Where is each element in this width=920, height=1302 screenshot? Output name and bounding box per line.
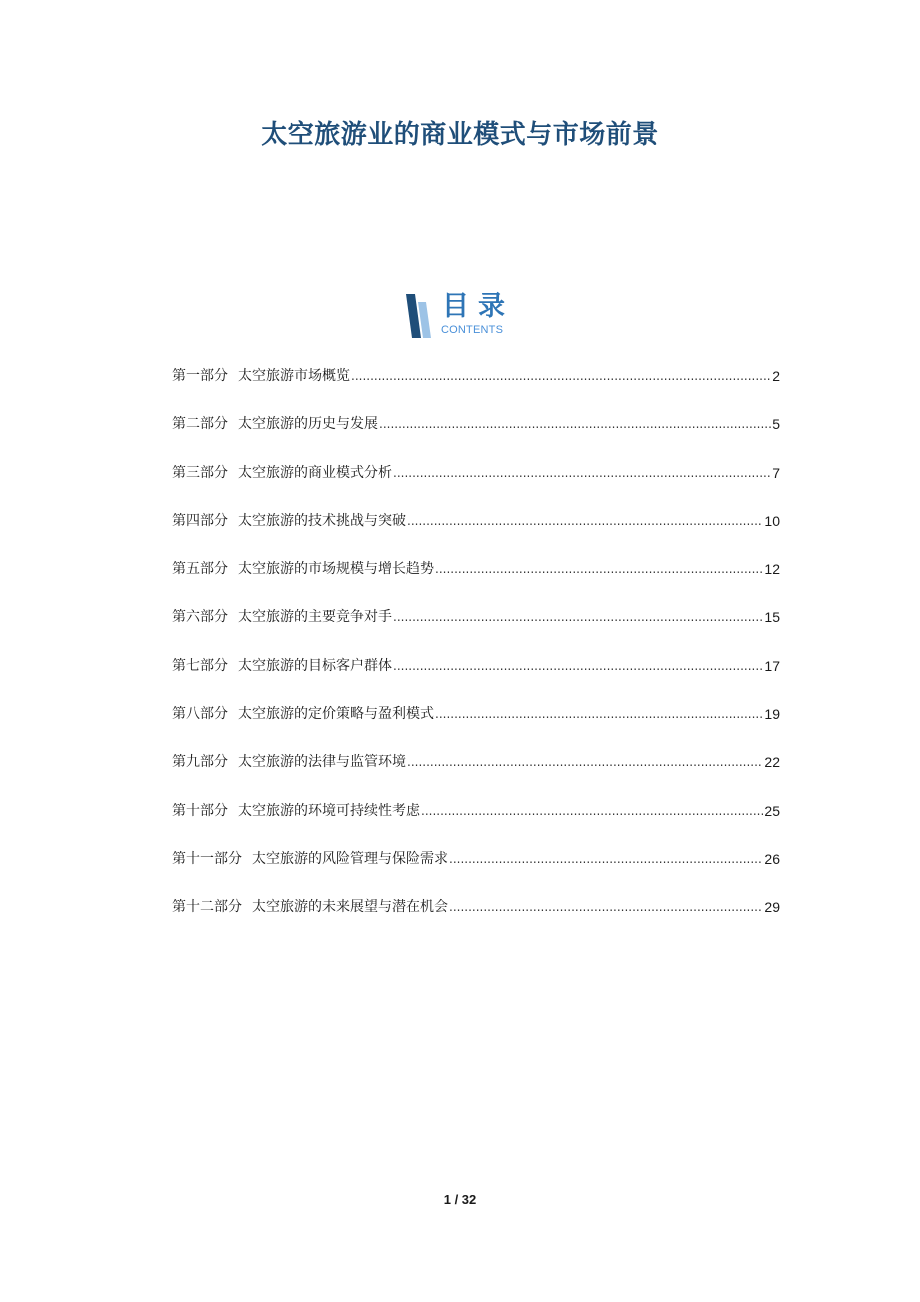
toc-entry[interactable] — [172, 412, 780, 460]
toc-entry-title: 太空旅游的环境可持续性考虑 — [238, 802, 420, 819]
toc-entry-leader — [435, 702, 763, 726]
toc-entry-leader — [435, 557, 763, 581]
toc-entry-page: 12 — [764, 561, 780, 578]
toc-entry-title: 太空旅游的技术挑战与突破 — [238, 512, 406, 529]
toc-heading-subtitle: CONTENTS — [441, 324, 504, 336]
toc-entry-title: 太空旅游的定价策略与盈利模式 — [238, 706, 434, 723]
toc-entry-page: 5 — [772, 416, 780, 433]
toc-entry-leader — [393, 605, 763, 629]
toc-entry-leader — [421, 799, 763, 823]
toc-entry-page: 25 — [764, 802, 780, 819]
toc-entry-part: 第九部分 — [172, 754, 228, 771]
toc-list — [172, 364, 780, 944]
toc-entry[interactable] — [172, 605, 780, 653]
toc-entry-title: 太空旅游的历史与发展 — [238, 416, 378, 433]
toc-entry[interactable] — [172, 461, 780, 509]
toc-entry-part: 第二部分 — [172, 416, 228, 433]
toc-entry-part: 第十部分 — [172, 802, 228, 819]
toc-entry-page: 17 — [764, 657, 780, 674]
toc-entry-page: 2 — [772, 368, 780, 384]
toc-entry-part: 第八部分 — [172, 706, 228, 723]
toc-entry-page: 10 — [764, 512, 780, 529]
toc-entry-part: 第一部分 — [172, 368, 228, 384]
toc-entry-page: 22 — [764, 754, 780, 771]
toc-entry-title: 太空旅游的主要竞争对手 — [238, 609, 392, 626]
toc-entry-part: 第六部分 — [172, 609, 228, 626]
toc-entry-leader — [407, 509, 763, 533]
toc-entry[interactable] — [172, 750, 780, 798]
toc-entry-part: 第四部分 — [172, 512, 228, 529]
toc-entry-leader — [379, 412, 771, 436]
toc-entry-title: 太空旅游的风险管理与保险需求 — [252, 850, 448, 867]
toc-entry-leader — [407, 750, 763, 774]
toc-entry[interactable] — [172, 895, 780, 943]
toc-entry[interactable] — [172, 654, 780, 702]
toc-entry-title: 太空旅游市场概览 — [238, 368, 350, 384]
toc-entry-title: 太空旅游的商业模式分析 — [238, 464, 392, 481]
document-title: 太空旅游业的商业模式与市场前景 — [261, 120, 659, 150]
toc-entry[interactable] — [172, 702, 780, 750]
toc-logo-icon — [404, 294, 434, 338]
toc-entry[interactable] — [172, 509, 780, 557]
toc-entry-page: 29 — [764, 899, 780, 916]
toc-entry-part: 第五部分 — [172, 561, 228, 578]
toc-heading — [404, 292, 534, 340]
toc-entry-page: 19 — [764, 706, 780, 723]
page-indicator: 1 / 32 — [443, 1192, 477, 1207]
toc-entry-leader — [393, 461, 771, 485]
toc-entry[interactable] — [172, 847, 780, 895]
toc-entry-leader — [449, 847, 763, 871]
toc-entry-leader — [351, 364, 771, 388]
toc-entry-part: 第十二部分 — [172, 899, 242, 916]
toc-entry-title: 太空旅游的目标客户群体 — [238, 657, 392, 674]
toc-entry-leader — [449, 895, 763, 919]
toc-entry-page: 26 — [764, 850, 780, 867]
toc-entry-part: 第七部分 — [172, 657, 228, 674]
toc-entry[interactable] — [172, 799, 780, 847]
toc-entry-leader — [393, 654, 763, 678]
toc-entry-title: 太空旅游的法律与监管环境 — [238, 754, 406, 771]
toc-entry-page: 15 — [764, 609, 780, 626]
toc-entry-part: 第十一部分 — [172, 850, 242, 867]
toc-heading-title: 目录 — [442, 291, 514, 322]
toc-entry-part: 第三部分 — [172, 464, 228, 481]
toc-entry-title: 太空旅游的未来展望与潜在机会 — [252, 899, 448, 916]
toc-entry-title: 太空旅游的市场规模与增长趋势 — [238, 561, 434, 578]
toc-entry[interactable] — [172, 364, 780, 412]
toc-entry[interactable] — [172, 557, 780, 605]
toc-entry-page: 7 — [772, 464, 780, 481]
